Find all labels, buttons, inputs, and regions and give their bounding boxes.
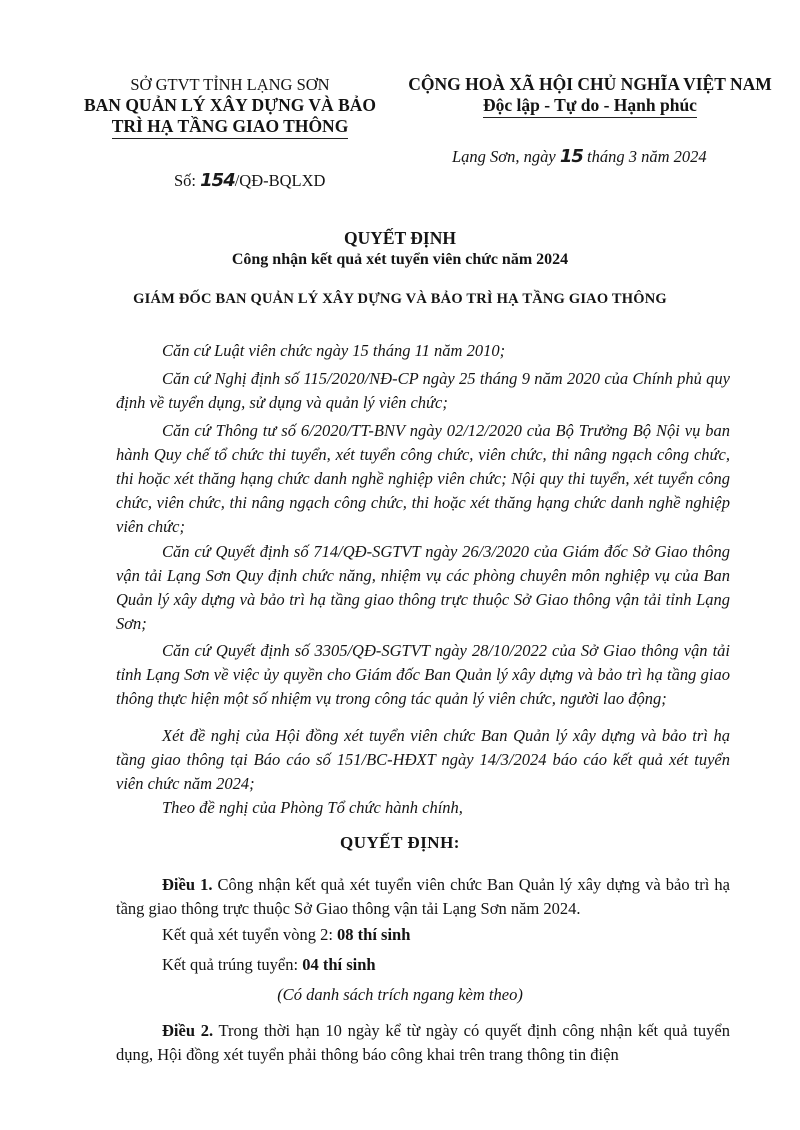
legal-basis-3: Căn cứ Thông tư số 6/2020/TT-BNV ngày 02/12/2020 của Bộ Trưởng Bộ Nội vụ ban hành Quy chế tổ chức thi tuyển, xét tuyển công chức, viên chức, thi nâng ngạch công chức, thi hoặc xét thăng hạng chức danh nghề nghiệp viên chức; Nội quy thi tuyển, xét tuyển công chức, viên chức, thi nâng ngạch công chức, thi hoặc xét thăng hạng chức danh nghề nghiệp viên chức; — [116, 421, 730, 536]
article-2-label: Điều 2. — [162, 1021, 214, 1040]
pass-value: 04 thí sinh — [302, 955, 376, 974]
national-header — [400, 74, 780, 118]
document-subtitle: Công nhận kết quả xét tuyển viên chức năm 2024 — [231, 251, 569, 268]
legal-basis-5: Căn cứ Quyết định số 3305/QĐ-SGTVT ngày 28/10/2022 của Sở Giao thông vận tải tỉnh Lạng Sơn về việc ủy quyền cho Giám đốc Ban Quản lý xây dựng và bảo trì hạ tầng giao thông thực hiện một số nhiệm vụ trong công tác quản lý viên chức, người lao động; — [116, 641, 730, 708]
document-title: QUYẾT ĐỊNH — [344, 228, 456, 248]
legal-basis-4: Căn cứ Quyết định số 714/QĐ-SGTVT ngày 26/3/2020 của Giám đốc Sở Giao thông vận tải Lạng Sơn Quy định chức năng, nhiệm vụ các phòng chuyên môn nghiệp vụ của Ban Quản lý xây dựng và bảo trì hạ tầng giao thông trực thuộc Sở Giao thông vận tải tỉnh Lạng Sơn; — [116, 542, 730, 633]
article-2-text: Trong thời hạn 10 ngày kể từ ngày có quyết định công nhận kết quả tuyển dụng, Hội đồng xét tuyển phải thông báo công khai trên trang thông tin điện — [116, 1021, 731, 1064]
consideration: Xét đề nghị của Hội đồng xét tuyển viên chức Ban Quản lý xây dựng và bảo trì hạ tầng giao thông tại Báo cáo số 151/BC-HĐXT ngày 14/3/2024 báo cáo kết quả xét tuyển viên chức năm 2024; — [116, 726, 730, 793]
document-number — [174, 170, 325, 191]
agency-line-1: SỞ GTVT TỈNH LẠNG SƠN — [130, 75, 330, 94]
motto: Độc lập - Tự do - Hạnh phúc — [483, 95, 697, 118]
doc-number-handwritten: 154 — [200, 170, 235, 191]
agency-line-3: TRÌ HẠ TẦNG GIAO THÔNG — [112, 116, 349, 139]
article-1-label: Điều 1. — [162, 875, 213, 894]
round2-label: Kết quả xét tuyển vòng 2: — [162, 925, 338, 944]
issuing-authority: GIÁM ĐỐC BAN QUẢN LÝ XÂY DỰNG VÀ BẢO TRÌ HẠ TẦNG GIAO THÔNG — [133, 291, 667, 307]
date-day-handwritten: 15 — [559, 146, 583, 167]
agency-line-2: BAN QUẢN LÝ XÂY DỰNG VÀ BẢO — [84, 95, 376, 115]
pass-label: Kết quả trúng tuyển: — [162, 955, 303, 974]
legal-basis-2: Căn cứ Nghị định số 115/2020/NĐ-CP ngày 25 tháng 9 năm 2020 của Chính phủ quy định về tuyển dụng, sử dụng và quản lý viên chức; — [116, 369, 730, 412]
date-prefix: Lạng Sơn, ngày — [452, 147, 560, 166]
date-suffix: tháng 3 năm 2024 — [582, 147, 707, 166]
round2-result — [162, 925, 410, 945]
nation-line-1: CỘNG HOÀ XÃ HỘI CHỦ NGHĨA VIỆT NAM — [408, 74, 772, 94]
attachment-note: (Có danh sách trích ngang kèm theo) — [277, 985, 523, 1004]
doc-number-suffix: /QĐ-BQLXD — [234, 171, 326, 190]
article-1 — [116, 873, 730, 921]
legal-basis-1: Căn cứ Luật viên chức ngày 15 tháng 11 năm 2010; — [162, 341, 506, 360]
doc-number-prefix: Số: — [174, 171, 201, 190]
article-2 — [116, 1019, 730, 1067]
round2-value: 08 thí sinh — [337, 925, 411, 944]
proposal: Theo đề nghị của Phòng Tổ chức hành chính, — [162, 798, 463, 817]
pass-result — [162, 955, 376, 975]
article-1-text: Công nhận kết quả xét tuyển viên chức Ban Quản lý xây dựng và bảo trì hạ tầng giao thông trực thuộc Sở Giao thông vận tải Lạng Sơn năm 2024. — [116, 875, 731, 918]
decision-heading: QUYẾT ĐỊNH: — [340, 833, 460, 852]
agency-header — [40, 74, 420, 139]
issue-date — [452, 146, 707, 167]
